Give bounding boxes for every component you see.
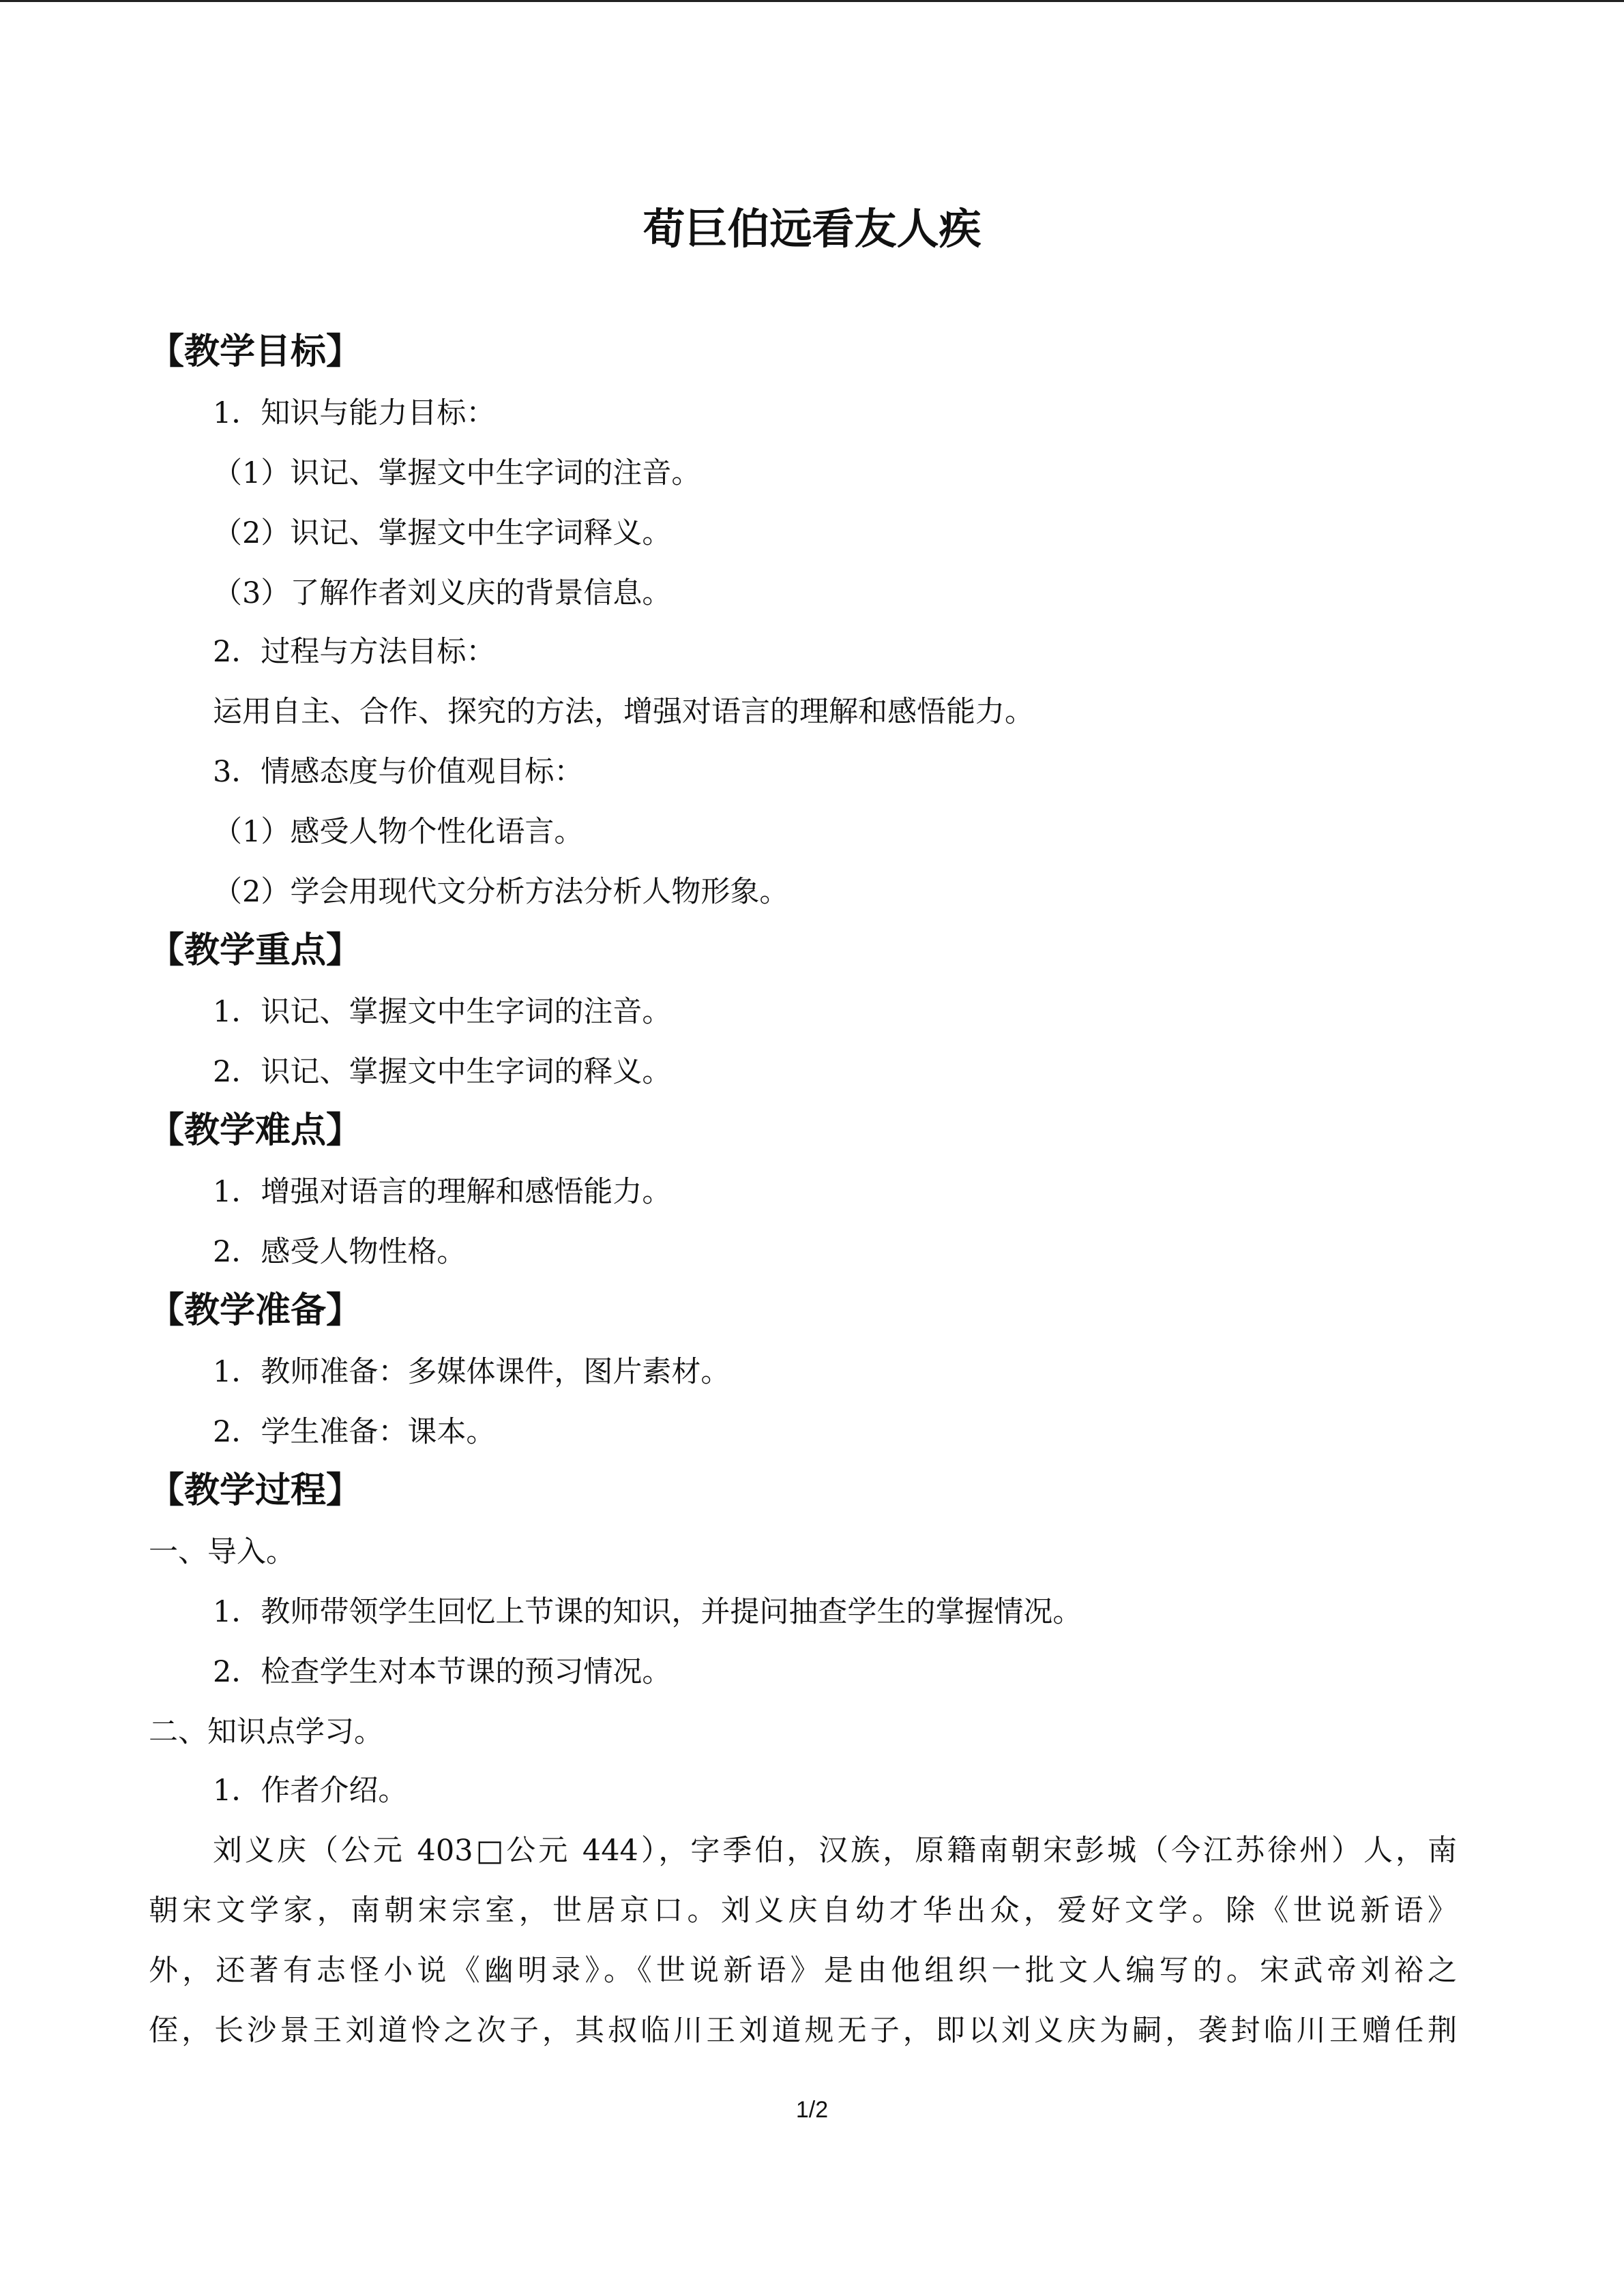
goal-line: （1）识记、掌握文中生字词的注音。 [213, 456, 701, 490]
key-point-line: 2．识记、掌握文中生字词的释义。 [213, 1055, 672, 1089]
author-paragraph-line: 侄，长沙景王刘道怜之次子，其叔临川王刘道规无子，即以刘义庆为嗣，袭封临川王赠任荆 [149, 2014, 1457, 2048]
document-title: 荀巨伯远看友人疾 [643, 204, 981, 254]
process-line: 1．教师带领学生回忆上节课的知识，并提问抽查学生的掌握情况。 [213, 1595, 1082, 1629]
author-paragraph-line: 外，还著有志怪小说《幽明录》。《世说新语》是由他组织一批文人编写的。宋武帝刘裕之 [149, 1954, 1457, 1988]
section-heading-key-points: 【教学重点】 [149, 930, 362, 971]
key-point-line: 1．识记、掌握文中生字词的注音。 [213, 995, 672, 1029]
section-heading-process: 【教学过程】 [149, 1470, 362, 1511]
page-top-border [0, 0, 1624, 2]
difficulty-line: 2．感受人物性格。 [213, 1235, 467, 1269]
goal-line: （2）识记、掌握文中生字词释义。 [213, 516, 672, 550]
process-subheading-knowledge: 二、知识点学习。 [149, 1715, 383, 1749]
goal-line: 运用自主、合作、探究的方法，增强对语言的理解和感悟能力。 [213, 695, 1034, 729]
page-number: 1/2 [795, 2097, 829, 2123]
goal-line: 1．知识与能力目标： [213, 396, 496, 430]
process-subheading-intro: 一、导入。 [149, 1535, 295, 1569]
author-paragraph-line: 刘义庆（公元 403□公元 444），字季伯，汉族，原籍南朝宋彭城（今江苏徐州）人，南 [213, 1834, 1457, 1868]
process-line: 2．检查学生对本节课的预习情况。 [213, 1655, 672, 1689]
goal-line: 2．过程与方法目标： [213, 635, 496, 669]
section-heading-preparation: 【教学准备】 [149, 1290, 362, 1331]
goal-line: （1）感受人物个性化语言。 [213, 815, 584, 849]
preparation-line: 2．学生准备：课本。 [213, 1415, 496, 1449]
process-line: 1．作者介绍。 [213, 1774, 408, 1808]
goal-line: 3．情感态度与价值观目标： [213, 755, 584, 789]
section-heading-difficulties: 【教学难点】 [149, 1110, 362, 1151]
section-heading-goals: 【教学目标】 [149, 331, 362, 372]
author-paragraph-line: 朝宋文学家，南朝宋宗室，世居京口。刘义庆自幼才华出众，爱好文学。除《世说新语》 [149, 1894, 1457, 1928]
goal-line: （2）学会用现代文分析方法分析人物形象。 [213, 875, 789, 909]
difficulty-line: 1．增强对语言的理解和感悟能力。 [213, 1175, 672, 1209]
goal-line: （3）了解作者刘义庆的背景信息。 [213, 576, 672, 610]
preparation-line: 1．教师准备：多媒体课件，图片素材。 [213, 1355, 730, 1389]
